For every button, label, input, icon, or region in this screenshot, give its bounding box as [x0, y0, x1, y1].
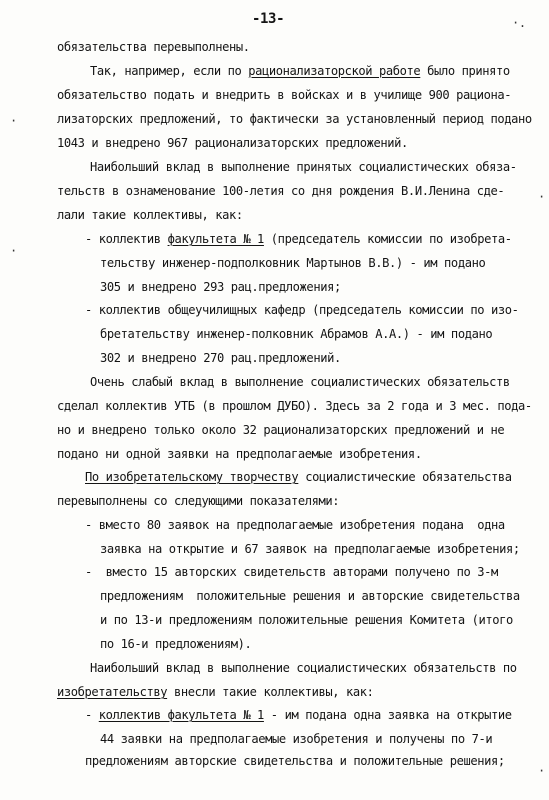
text-line	[100, 325, 492, 344]
text-segment: и по 13-и предложениям положительные решения Комитета (итого	[100, 613, 513, 627]
text-line	[100, 349, 341, 368]
text-segment: было принято	[420, 64, 510, 78]
text-segment: обязательства перевыполнены.	[57, 40, 250, 54]
text-segment: 302 и внедрено 270 рац.предложений.	[100, 351, 341, 365]
margin-mark: ·	[10, 114, 17, 128]
text-line	[57, 182, 504, 201]
text-line	[57, 134, 408, 153]
text-line	[85, 301, 519, 320]
text-segment: тельству инженер-подполковник Мартынов В.В.) - им подано	[100, 256, 486, 270]
margin-mark: ·.	[512, 16, 526, 30]
text-line	[57, 445, 422, 464]
text-segment: предложениям положительные решения и авторские свидетельства	[100, 589, 520, 603]
text-segment: Очень слабый вклад в выполнение социалистических обязательств	[90, 375, 510, 389]
text-segment: - вместо 15 авторских свидетельств авторами получено по 3-м	[85, 565, 498, 579]
text-line	[100, 635, 251, 654]
underlined-text: рационализаторской работе	[248, 64, 421, 78]
text-segment: социалистические обязательства	[298, 470, 512, 484]
margin-mark: ·	[538, 764, 545, 778]
underlined-text: коллектив факультета № 1	[98, 708, 264, 722]
text-segment: внесли такие коллективы, как:	[167, 685, 374, 699]
text-line	[57, 421, 504, 440]
text-segment: Наибольший вклад в выполнение социалистических обязательств по	[90, 661, 517, 675]
text-line	[57, 86, 511, 105]
underlined-text: факультета № 1	[167, 232, 264, 246]
text-segment: -	[85, 708, 99, 722]
text-line	[57, 110, 532, 129]
text-line	[90, 158, 517, 177]
text-line	[100, 278, 341, 297]
text-line	[90, 659, 517, 678]
page-number: -13-	[252, 11, 285, 27]
text-segment: подано ни одной заявки на предполагаемые изобретения.	[57, 447, 422, 461]
underlined-text: изобретательству	[57, 685, 168, 699]
text-segment: Так, например, если по	[90, 64, 249, 78]
text-segment: бретательству инженер-полковник Абрамов А.А.) - им подано	[100, 327, 493, 341]
text-line	[100, 730, 492, 749]
text-segment: Наибольший вклад в выполнение принятых социалистических обяза-	[90, 160, 517, 174]
text-segment: обязательство подать и внедрить в войсках и в училище 900 рациона-	[57, 88, 512, 102]
margin-mark: ·	[538, 190, 545, 204]
text-line	[57, 206, 243, 225]
underlined-text: По изобретательскому творчеству	[85, 470, 299, 484]
text-segment: 1043 и внедрено 967 рационализаторских предложений.	[57, 136, 408, 150]
text-line	[57, 397, 532, 416]
text-line	[100, 611, 513, 630]
text-segment: заявка на открытие и 67 заявок на предполагаемые изобретения;	[100, 542, 520, 556]
text-segment: 305 и внедрено 293 рац.предложения;	[100, 280, 341, 294]
text-line	[100, 254, 485, 273]
text-segment: тельств в ознаменование 100-летия со дня рождения В.И.Ленина сде-	[57, 184, 505, 198]
text-line	[57, 38, 250, 57]
text-segment: но и внедрено только около 32 рационализаторских предложений и не	[57, 423, 505, 437]
text-line	[90, 373, 510, 392]
text-line	[85, 563, 498, 582]
text-segment: предложениям авторские свидетельства и положительные решения;	[85, 754, 505, 768]
text-line	[57, 683, 374, 702]
text-line	[85, 752, 505, 771]
text-line	[85, 516, 505, 535]
text-segment: - коллектив общеучилищных кафедр (председатель комиссии по изо-	[85, 303, 519, 317]
text-line	[100, 587, 520, 606]
text-segment: лали такие коллективы, как:	[57, 208, 243, 222]
text-segment: лизаторских предложений, то фактически за установленный период подано	[57, 112, 532, 126]
text-segment: - вместо 80 заявок на предполагаемые изобретения подана одна	[85, 518, 505, 532]
text-line	[85, 468, 512, 487]
text-segment: сделал коллектив УТБ (в прошлом ДУБО). Здесь за 2 года и 3 мес. пода-	[57, 399, 532, 413]
text-segment: - им подана одна заявка на открытие	[263, 708, 512, 722]
text-segment: перевыполнены со следующими показателями:	[57, 494, 340, 508]
margin-mark: ·	[10, 244, 17, 258]
text-segment: (председатель комиссии по изобрета-	[263, 232, 512, 246]
text-line	[85, 230, 512, 249]
text-line	[100, 540, 520, 559]
text-segment: по 16-и предложениям).	[100, 637, 252, 651]
text-line	[57, 492, 339, 511]
text-line	[90, 62, 510, 81]
text-line	[85, 706, 512, 725]
text-segment: 44 заявки на предполагаемые изобретения и получены по 7-и	[100, 732, 493, 746]
text-segment: - коллектив	[85, 232, 168, 246]
